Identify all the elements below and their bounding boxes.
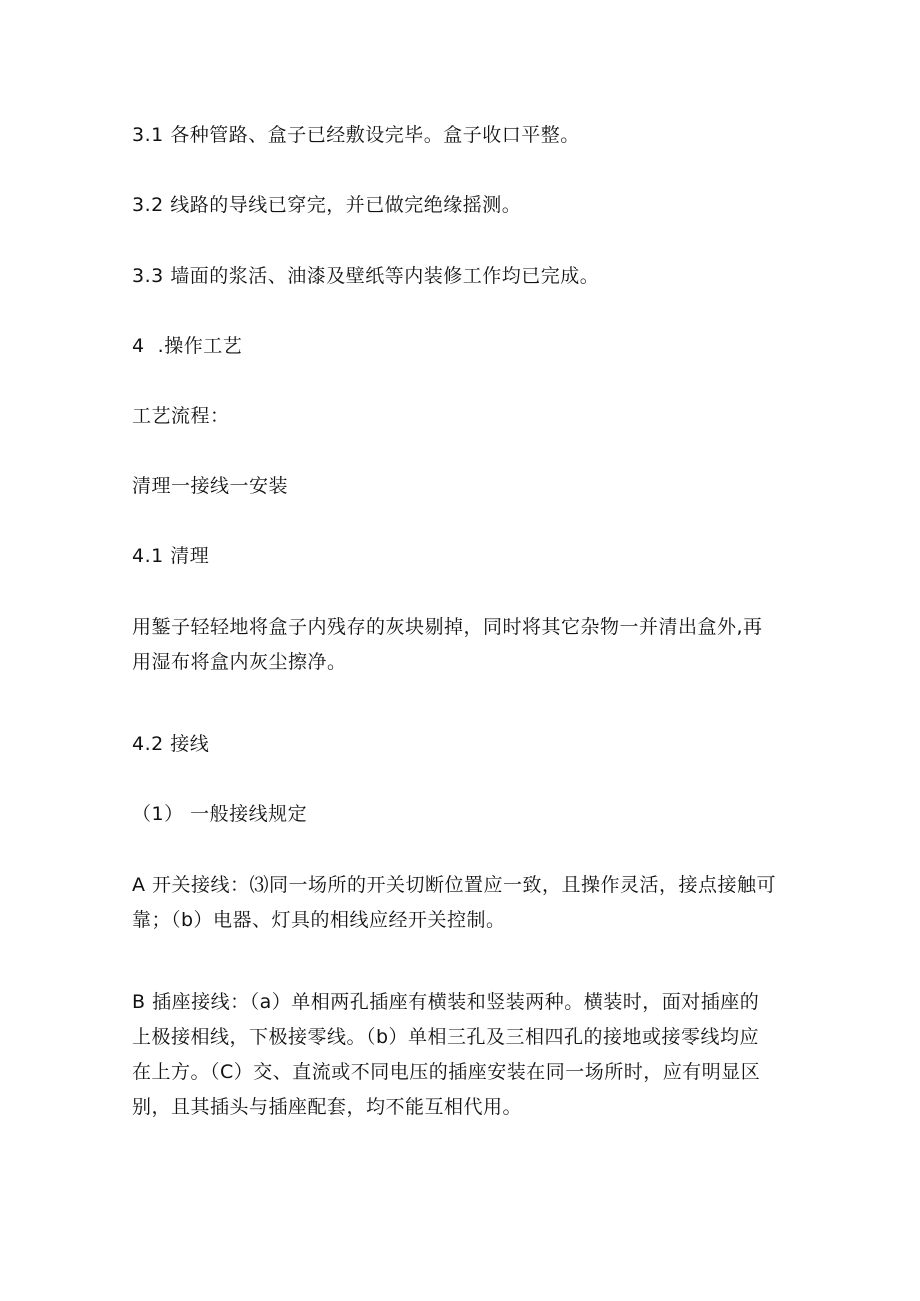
paragraph-switch-wiring: [132, 868, 792, 938]
paragraph-cleaning: [132, 610, 792, 680]
text-line: 4 .操作工艺: [132, 335, 243, 357]
text-line: 用湿布将盒内灰尘擦净。: [132, 651, 347, 673]
text-line: 在上方。（C）交、直流或不同电压的插座安装在同一场所时，应有明显区: [132, 1061, 761, 1083]
section-heading-4-2: [132, 727, 792, 762]
text-line: 4.2 接线: [132, 733, 210, 755]
paragraph-3-2: [132, 188, 792, 223]
text-line: 工艺流程：: [132, 405, 230, 427]
text-line: 靠；（b）电器、灯具的相线应经开关控制。: [132, 909, 506, 931]
text-line: 3.2 线路的导线已穿完，并已做完绝缘摇测。: [132, 194, 522, 216]
text-line: 清理一接线一安装: [132, 475, 289, 497]
section-heading-4-1: [132, 539, 792, 574]
text-line: 上极接相线，下极接零线。（b）单相三孔及三相四孔的接地或接零线均应: [132, 1026, 760, 1048]
text-line: 别，且其插头与插座配套，均不能互相代用。: [132, 1096, 523, 1118]
text-line: 3.3 墙面的浆活、油漆及壁纸等内装修工作均已完成。: [132, 265, 600, 287]
text-line: 用錾子轻轻地将盒子内残存的灰块剔掉，同时将其它杂物一并清出盒外,再: [132, 616, 763, 638]
text-line: B 插座接线：（a）单相两孔插座有横装和竖装两种。横装时，面对插座的: [132, 991, 760, 1013]
section-heading-4: [132, 329, 792, 364]
text-line: A 开关接线：⑶同一场所的开关切断位置应一致，且操作灵活，接点接触可: [132, 874, 777, 896]
text-line: （1） 一般接线规定: [132, 803, 308, 825]
paragraph-3-3: [132, 259, 792, 294]
paragraph-3-1: [132, 118, 792, 153]
process-flow: [132, 469, 792, 504]
paragraph-socket-wiring: [132, 985, 792, 1125]
text-line: 4.1 清理: [132, 545, 210, 567]
subheading-general-wiring: [132, 797, 792, 832]
text-line: 3.1 各种管路、盒子已经敷设完毕。盒子收口平整。: [132, 124, 580, 146]
process-flow-title: [132, 399, 792, 434]
